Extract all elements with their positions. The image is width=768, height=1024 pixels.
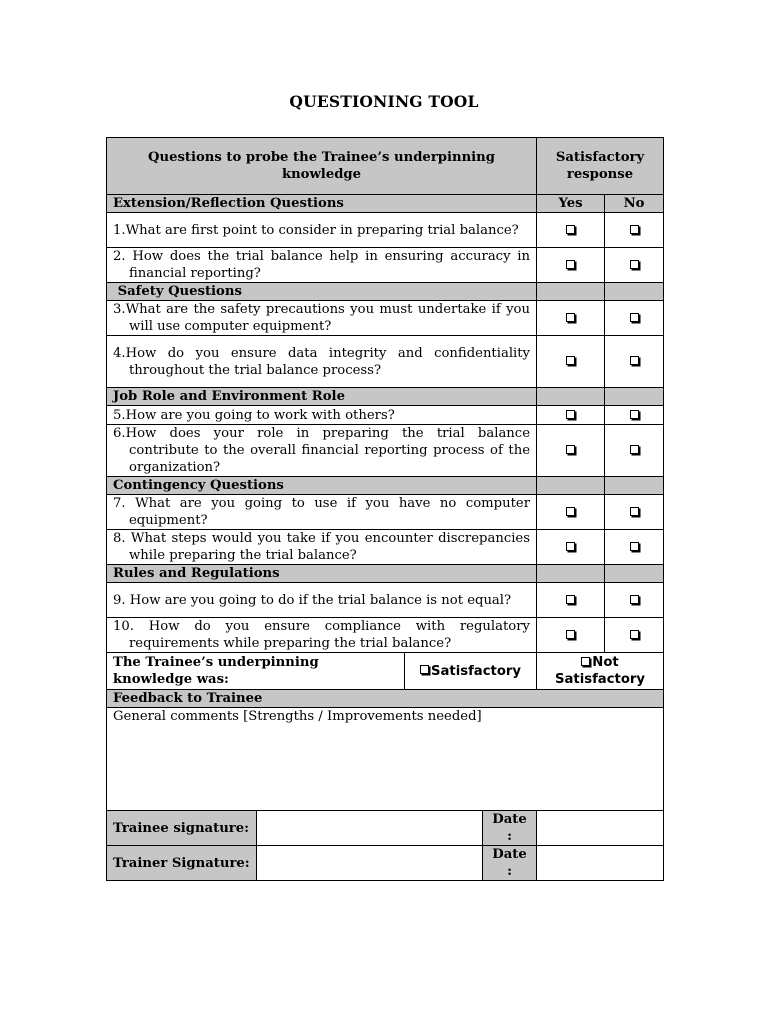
section-heading: Job Role and Environment Role — [107, 388, 537, 406]
question-text: 9. How are you going to do if the trial balance is not equal? — [107, 583, 537, 618]
header-row — [107, 138, 664, 195]
question-row — [107, 530, 664, 565]
yes-checkbox[interactable] — [566, 356, 575, 365]
satisfactory-checkbox[interactable] — [420, 665, 429, 674]
question-text: 7. What are you going to use if you have no computer equipment? — [107, 495, 537, 530]
comments-row — [107, 708, 664, 811]
question-row — [107, 248, 664, 283]
yes-checkbox[interactable] — [566, 630, 575, 639]
satisfactory-label: Satisfactory — [431, 663, 521, 679]
trainer-signature-row — [107, 846, 664, 881]
question-row — [107, 425, 664, 477]
verdict-label: The Trainee’s underpinning knowledge was: — [107, 653, 405, 690]
not-satisfactory-checkbox[interactable] — [581, 657, 590, 666]
trainee-signature-row — [107, 811, 664, 846]
yes-checkbox[interactable] — [566, 445, 575, 454]
feedback-heading: Feedback to Trainee — [107, 690, 664, 708]
no-checkbox[interactable] — [630, 225, 639, 234]
section-heading: Safety Questions — [107, 283, 537, 301]
yes-checkbox[interactable] — [566, 225, 575, 234]
no-checkbox[interactable] — [630, 410, 639, 419]
yes-checkbox[interactable] — [566, 313, 575, 322]
section-heading: Contingency Questions — [107, 477, 537, 495]
question-text: 2. How does the trial balance help in ensuring accuracy in financial reporting? — [107, 248, 537, 283]
trainer-date-field[interactable] — [537, 846, 664, 881]
response-column-header: Satisfactory response — [537, 138, 664, 195]
trainer-signature-label: Trainer Signature: — [107, 846, 257, 881]
question-row — [107, 406, 664, 425]
yes-checkbox[interactable] — [566, 595, 575, 604]
trainer-date-label: Date : — [483, 846, 537, 881]
question-text: 3.What are the safety precautions you must undertake if you will use computer equipment? — [107, 301, 537, 336]
trainee-date-field[interactable] — [537, 811, 664, 846]
section-heading-row — [107, 388, 664, 406]
questioning-table — [106, 137, 664, 881]
document-title: QUESTIONING TOOL — [289, 92, 479, 111]
question-row — [107, 336, 664, 388]
question-row — [107, 495, 664, 530]
trainee-date-label: Date : — [483, 811, 537, 846]
question-text: 1.What are first point to consider in preparing trial balance? — [107, 213, 537, 248]
no-checkbox[interactable] — [630, 595, 639, 604]
no-checkbox[interactable] — [630, 507, 639, 516]
no-checkbox[interactable] — [630, 445, 639, 454]
general-comments-label: General comments [Strengths / Improvements needed] — [113, 709, 482, 724]
yes-checkbox[interactable] — [566, 507, 575, 516]
no-checkbox[interactable] — [630, 260, 639, 269]
question-text: 6.How does your role in preparing the trial balance contribute to the overall financial reporting process of the organization? — [107, 425, 537, 477]
yes-checkbox[interactable] — [566, 410, 575, 419]
trainee-signature-field[interactable] — [257, 811, 483, 846]
section-heading-row — [107, 195, 664, 213]
question-row — [107, 583, 664, 618]
no-checkbox[interactable] — [630, 542, 639, 551]
satisfactory-option[interactable] — [405, 653, 537, 690]
question-row — [107, 618, 664, 653]
section-heading-row — [107, 565, 664, 583]
yes-checkbox[interactable] — [566, 260, 575, 269]
verdict-row — [107, 653, 664, 690]
section-heading-row — [107, 283, 664, 301]
question-text: 4.How do you ensure data integrity and confidentiality throughout the trial balance process? — [107, 336, 537, 388]
feedback-heading-row — [107, 690, 664, 708]
no-checkbox[interactable] — [630, 630, 639, 639]
section-heading: Rules and Regulations — [107, 565, 537, 583]
question-text: 8. What steps would you take if you encounter discrepancies while preparing the trial balance? — [107, 530, 537, 565]
yes-checkbox[interactable] — [566, 542, 575, 551]
trainee-signature-label: Trainee signature: — [107, 811, 257, 846]
no-header: No — [605, 195, 664, 213]
not-satisfactory-option[interactable] — [537, 653, 664, 690]
trainer-signature-field[interactable] — [257, 846, 483, 881]
question-row — [107, 301, 664, 336]
question-text: 10. How do you ensure compliance with regulatory requirements while preparing the trial balance? — [107, 618, 537, 653]
question-text: 5.How are you going to work with others? — [107, 406, 537, 425]
not-satisfactory-label: Not Satisfactory — [555, 655, 645, 687]
section-heading-row — [107, 477, 664, 495]
section-heading: Extension/Reflection Questions — [107, 195, 537, 213]
questions-column-header: Questions to probe the Trainee’s underpinning knowledge — [107, 138, 537, 195]
question-row — [107, 213, 664, 248]
yes-header: Yes — [537, 195, 605, 213]
general-comments-field[interactable] — [107, 708, 664, 811]
no-checkbox[interactable] — [630, 356, 639, 365]
no-checkbox[interactable] — [630, 313, 639, 322]
